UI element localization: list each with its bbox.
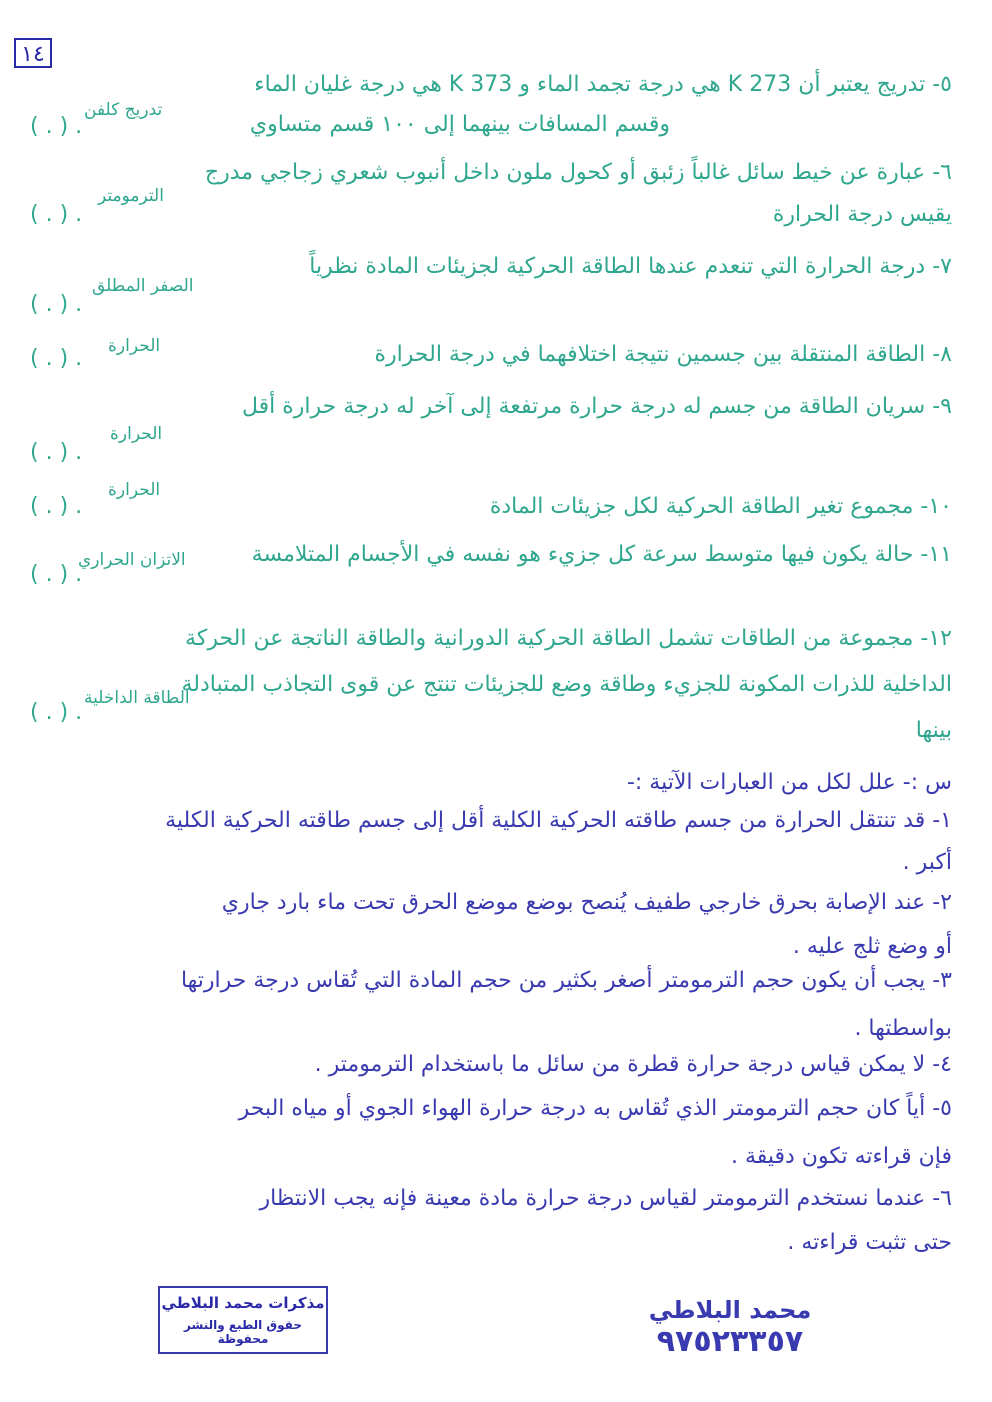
reason-6-line-2: حتى تثبت قراءته . — [787, 1230, 952, 1255]
definition-7-answer: الصفر المطلق — [92, 276, 194, 296]
definition-12-line-3: بينها — [915, 718, 952, 743]
author-signature — [640, 1296, 820, 1359]
reason-5-line-2: فإن قراءته تكون دقيقة . — [730, 1144, 952, 1169]
question-heading: س :- علل لكل من العبارات الآتية :- — [626, 770, 952, 795]
definition-9-answer: الحرارة — [110, 424, 163, 444]
definition-7-line-1: ٧- درجة الحرارة التي تنعدم عندها الطاقة الحركية لجزيئات المادة نظرياً — [309, 254, 952, 279]
reason-1-line-1: ١- قد تنتقل الحرارة من جسم طاقته الحركية الكلية أقل إلى جسم طاقته الحركية الكلية — [165, 808, 952, 833]
definition-5-line-1: ٥- تدريج يعتبر أن 273 K هي درجة تجمد الماء و 373 K هي درجة غليان الماء — [254, 72, 952, 97]
definition-5-line-2: وقسم المسافات بينهما إلى ١٠٠ قسم متساوي — [249, 112, 670, 137]
definition-12-answer: الطاقة الداخلية — [84, 688, 190, 708]
reason-3-line-2: بواسطتها . — [854, 1016, 952, 1041]
definition-6-answer: الترمومتر — [98, 186, 164, 206]
copyright-stamp — [158, 1286, 328, 1354]
definition-12-line-2: الداخلية للذرات المكونة للجزيء وطاقة وضع للجزيئات تنتج عن قوى التجاذب المتبادلة — [181, 672, 952, 697]
definition-10-blank: ( . ) . — [30, 494, 83, 519]
reason-2-line-2: أو وضع ثلج عليه . — [792, 934, 952, 959]
definition-6-line-1: ٦- عبارة عن خيط سائل غالباً زئبق أو كحول ملون داخل أنبوب شعري زجاجي مدرج — [204, 160, 952, 185]
reason-3-line-1: ٣- يجب أن يكون حجم الترمومتر أصغر بكثير من حجم المادة التي تُقاس درجة حرارتها — [180, 968, 952, 993]
author-name: محمد البلاطي — [648, 1296, 812, 1324]
definition-8-answer: الحرارة — [108, 336, 161, 356]
definition-8-line-1: ٨- الطاقة المنتقلة بين جسمين نتيجة اختلافهما في درجة الحرارة — [374, 342, 952, 367]
definition-5-answer: تدريج كلفن — [84, 100, 163, 120]
reason-6-line-1: ٦- عندما نستخدم الترمومتر لقياس درجة حرارة مادة معينة فإنه يجب الانتظار — [259, 1186, 952, 1211]
definition-9-blank: ( . ) . — [30, 440, 83, 465]
definition-10-answer: الحرارة — [108, 480, 161, 500]
definition-8-blank: ( . ) . — [30, 346, 83, 371]
definition-9-line-1: ٩- سريان الطاقة من جسم له درجة حرارة مرتفعة إلى آخر له درجة حرارة أقل — [241, 394, 952, 419]
definition-7-blank: ( . ) . — [30, 292, 83, 317]
reason-1-line-2: أكبر . — [902, 850, 952, 875]
definition-11-line-1: ١١- حالة يكون فيها متوسط سرعة كل جزيء هو نفسه في الأجسام المتلامسة — [251, 542, 952, 567]
stamp-rights: حقوق الطبع والنشر محفوظة — [184, 1318, 302, 1346]
reason-5-line-1: ٥- أياً كان حجم الترمومتر الذي تُقاس به درجة حرارة الهواء الجوي أو مياه البحر — [238, 1096, 952, 1121]
definition-10-line-1: ١٠- مجموع تغير الطاقة الحركية لكل جزيئات المادة — [489, 494, 952, 519]
definition-6-line-2: يقيس درجة الحرارة — [772, 202, 952, 227]
reason-4-line-1: ٤- لا يمكن قياس درجة حرارة قطرة من سائل ما باستخدام الترمومتر . — [314, 1052, 952, 1077]
reason-2-line-1: ٢- عند الإصابة بحرق خارجي طفيف يُنصح بوضع موضع الحرق تحت ماء بارد جاري — [221, 890, 952, 915]
definition-11-blank: ( . ) . — [30, 562, 83, 587]
definition-11-answer: الاتزان الحراري — [78, 550, 186, 570]
definition-6-blank: ( . ) . — [30, 202, 83, 227]
page-number: ١٤ — [14, 38, 52, 68]
author-phone: ٩٧٥٢٣٣٥٧ — [656, 1324, 804, 1359]
stamp-title: مذكرات محمد البلاطي — [161, 1294, 325, 1312]
definition-12-line-1: ١٢- مجموعة من الطاقات تشمل الطاقة الحركية الدورانية والطاقة الناتجة عن الحركة — [185, 626, 952, 651]
definition-5-blank: ( . ) . — [30, 114, 83, 139]
definition-12-blank: ( . ) . — [30, 700, 83, 725]
